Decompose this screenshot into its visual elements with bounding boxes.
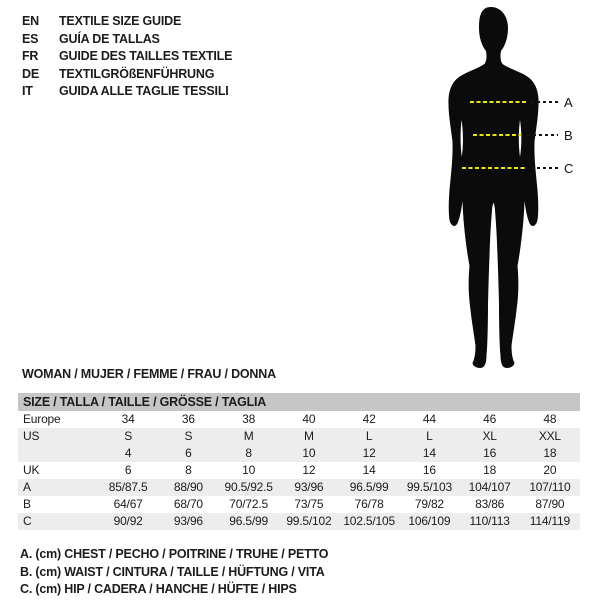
size-cell: 96.5/99 (229, 514, 268, 528)
size-cell: 99.5/103 (406, 480, 452, 494)
size-cell: 83/86 (475, 497, 505, 511)
size-cell: 48 (543, 412, 557, 426)
language-title-text: GUIDE DES TAILLES TEXTILE (59, 49, 233, 64)
language-code: ES (22, 31, 39, 46)
language-row-it (22, 83, 232, 101)
size-cell: 18 (543, 446, 557, 460)
row-label: UK (23, 463, 40, 477)
size-cell: 68/70 (173, 497, 203, 511)
woman-silhouette (446, 4, 546, 372)
table-row-europe (18, 411, 580, 428)
size-cell: L (365, 429, 373, 443)
size-cell: 44 (422, 412, 436, 426)
size-cell: 4 (124, 446, 132, 460)
hip-line-yellow (462, 167, 527, 169)
language-row-de (22, 66, 232, 84)
size-cell: 70/72.5 (229, 497, 268, 511)
size-cell: 16 (422, 463, 436, 477)
chest-line-yellow (470, 101, 527, 103)
marker-label-a: A (564, 95, 573, 110)
legend-line-a: A. (cm) CHEST / PECHO / POITRINE / TRUHE / PETTO (20, 547, 329, 561)
size-cell: 12 (302, 463, 316, 477)
size-cell: 99.5/102 (286, 514, 332, 528)
size-cell: 107/110 (529, 480, 571, 494)
row-label: C (23, 514, 32, 528)
size-cell: XXL (538, 429, 561, 443)
table-row-uk (18, 462, 580, 479)
size-cell: 114/119 (529, 514, 570, 528)
marker-label-b: B (564, 128, 573, 143)
size-cell: 93/96 (294, 480, 324, 494)
waist-line-leader (527, 134, 558, 136)
row-label: Europe (23, 412, 61, 426)
size-table-header: SIZE / TALLA / TAILLE / GRÖSSE / TAGLIA (18, 393, 580, 411)
size-cell: 14 (422, 446, 436, 460)
size-cell: L (426, 429, 433, 443)
hip-line-leader (531, 167, 558, 169)
language-code: EN (22, 14, 39, 28)
size-cell: 36 (181, 412, 195, 426)
size-cell: 93/96 (173, 514, 203, 528)
size-cell: S (184, 429, 193, 443)
size-cell: 104/107 (468, 480, 511, 494)
size-cell: S (124, 429, 133, 443)
row-label: B (23, 497, 31, 511)
size-cell: 20 (543, 463, 557, 477)
size-cell: 40 (302, 412, 316, 426)
row-label: US (23, 429, 40, 443)
size-cell: 106/109 (408, 514, 451, 528)
size-cell: 12 (362, 446, 376, 460)
size-cell: 6 (124, 463, 132, 477)
size-cell: M (303, 429, 314, 443)
language-title-text: GUIDA ALLE TAGLIE TESSILI (59, 84, 229, 99)
size-cell: 102.5/105 (343, 514, 395, 528)
language-code: IT (22, 84, 33, 99)
size-cell: 10 (242, 463, 256, 477)
row-label: A (23, 480, 31, 494)
size-table-body (18, 411, 580, 530)
size-cell: 10 (302, 446, 316, 460)
table-row-b (18, 496, 580, 513)
table-row-us (18, 428, 580, 445)
table-row-c (18, 513, 580, 530)
legend-line-b: B. (cm) WAIST / CINTURA / TAILLE / HÜFTUNG / VITA (20, 564, 325, 579)
size-cell: 88/90 (173, 480, 203, 494)
language-title-text: GUÍA DE TALLAS (59, 31, 160, 46)
size-table (18, 393, 580, 530)
legend-line-c: C. (cm) HIP / CADERA / HANCHE / HÜFTE / HIPS (20, 582, 297, 596)
language-title-text: TEXTILE SIZE GUIDE (59, 14, 182, 28)
size-cell: 90.5/92.5 (224, 480, 273, 494)
language-row-es (22, 31, 232, 49)
language-title-block (22, 13, 232, 101)
size-cell: 73/75 (294, 497, 324, 511)
size-cell: 6 (185, 446, 192, 460)
marker-label-c: C (564, 161, 574, 176)
section-title-woman: WOMAN / MUJER / FEMME / FRAU / DONNA (22, 367, 276, 381)
size-cell: XL (482, 429, 497, 443)
waist-line-yellow (473, 134, 521, 136)
size-cell: 96.5/99 (349, 480, 389, 494)
size-cell: 18 (483, 463, 497, 477)
language-row-fr (22, 48, 232, 66)
size-cell: 64/67 (113, 497, 143, 511)
language-code: FR (22, 49, 39, 64)
size-cell: 42 (362, 412, 376, 426)
measurement-legend (20, 546, 328, 599)
size-cell: 85/87.5 (108, 480, 148, 494)
language-code: DE (22, 66, 39, 81)
size-cell: 8 (245, 446, 252, 460)
size-cell: M (243, 429, 254, 443)
size-cell: 8 (185, 463, 192, 477)
size-cell: 16 (483, 446, 497, 460)
size-cell: 79/82 (414, 497, 444, 511)
size-cell: 110/113 (469, 514, 510, 528)
language-row-en (22, 13, 232, 31)
table-row-a (18, 479, 580, 496)
size-cell: 34 (121, 412, 135, 426)
chest-line-leader (531, 101, 560, 103)
size-cell: 76/78 (354, 497, 384, 511)
row-label (18, 445, 98, 462)
table-row-us-numeric (18, 445, 580, 462)
size-cell: 38 (242, 412, 256, 426)
size-cell: 87/90 (535, 497, 565, 511)
size-cell: 14 (362, 463, 376, 477)
language-title-text: TEXTILGRÖßENFÜHRUNG (59, 66, 215, 81)
size-cell: 46 (483, 412, 497, 426)
size-cell: 90/92 (113, 514, 143, 528)
